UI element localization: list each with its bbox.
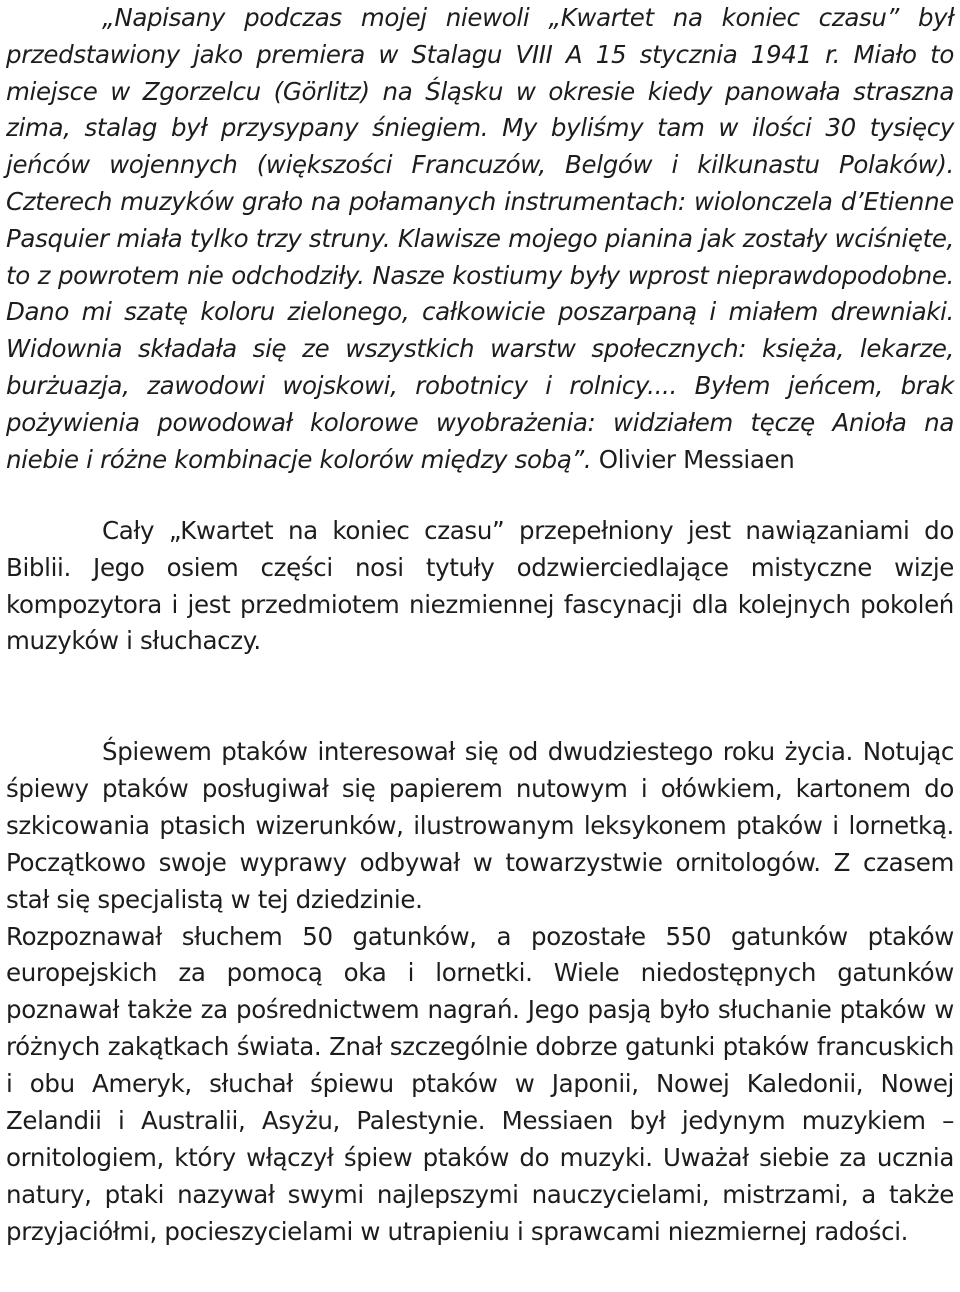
quote-text: „Napisany podczas mojej niewoli „Kwartet na koniec czasu” był przedstawiony jako premiera w Stalagu VIII A 15 stycznia 1941 r. Miało to miejsce w Zgorzelcu (Görlitz) na Śląsku w okresie kiedy panowała straszna zima, stalag był przysypany śniegiem. My byliśmy tam w ilości 30 tysięcy jeńców wojennych (większości Francuzów, Belgów i kilkunastu Polaków). Czterech muzyków grało na połamanych instrumentach: wiolonczela d’Etienne Pasquier miała tylko trzy struny. Klawisze mojego pianina jak zostały wciśnięte, to z powrotem nie odchodziły. Nasze kostiumy były wprost nieprawdopodobne. Dano mi szatę koloru zielonego, całkowicie poszarpaną i miałem drewniaki. Widownia składała się ze wszystkich warstw społecznych: księża, lekarze, burżuazja, zawodowi wojskowi, robotnicy i rolnicy.... Byłem jeńcem, brak pożywienia powodował kolorowe wyobrażenia: widziałem tęczę Anioła na niebie i różne kombinacje kolorów między sobą”. <box>6 3 954 474</box>
paragraph-kwartet-bible: Cały „Kwartet na koniec czasu” przepełniony jest nawiązaniami do Biblii. Jego osiem części nosi tytuły odzwierciedlające mistyczne wizje kompozytora i jest przedmiotem niezmiennej fascynacji dla kolejnych pokoleń muzyków i słuchaczy. <box>6 516 954 656</box>
messiaen-quote <box>6 0 954 478</box>
birdsong-intro: Śpiewem ptaków interesował się od dwudziestego roku życia. Notując śpiewy ptaków posługiwał się papierem nutowym i ołówkiem, kartonem do szkicowania ptasich wizerunków, ilustrowanym leksykonem ptaków i lornetką. Początkowo swoje wyprawy odbywał w towarzystwie ornitologów. Z czasem stał się specjalistą w tej dziedzinie. <box>6 737 954 914</box>
quote-author: Olivier Messiaen <box>598 444 795 474</box>
birdsong-details: Rozpoznawał słuchem 50 gatunków, a pozostałe 550 gatunków ptaków europejskich za pomocą oka i lornetki. Wiele niedostępnych gatunków poznawał także za pośrednictwem nagrań. Jego pasją było słuchanie ptaków w różnych zakątkach świata. Znał szczególnie dobrze gatunki ptaków francuskich i obu Ameryk, słuchał śpiewu ptaków w Japonii, Nowej Kaledonii, Nowej Zelandii i Australii, Asyżu, Palestynie. Messiaen był jedynym muzykiem – ornitologiem, który włączył śpiew ptaków do muzyki. Uważał siebie za ucznia natury, ptaki nazywał swymi najlepszymi nauczycielami, mistrzami, a także przyjaciółmi, pocieszycielami w utrapieniu i sprawcami niezmiernej radości. <box>6 921 954 1246</box>
document-page <box>6 0 954 1246</box>
paragraph-birdsong <box>6 734 954 1251</box>
